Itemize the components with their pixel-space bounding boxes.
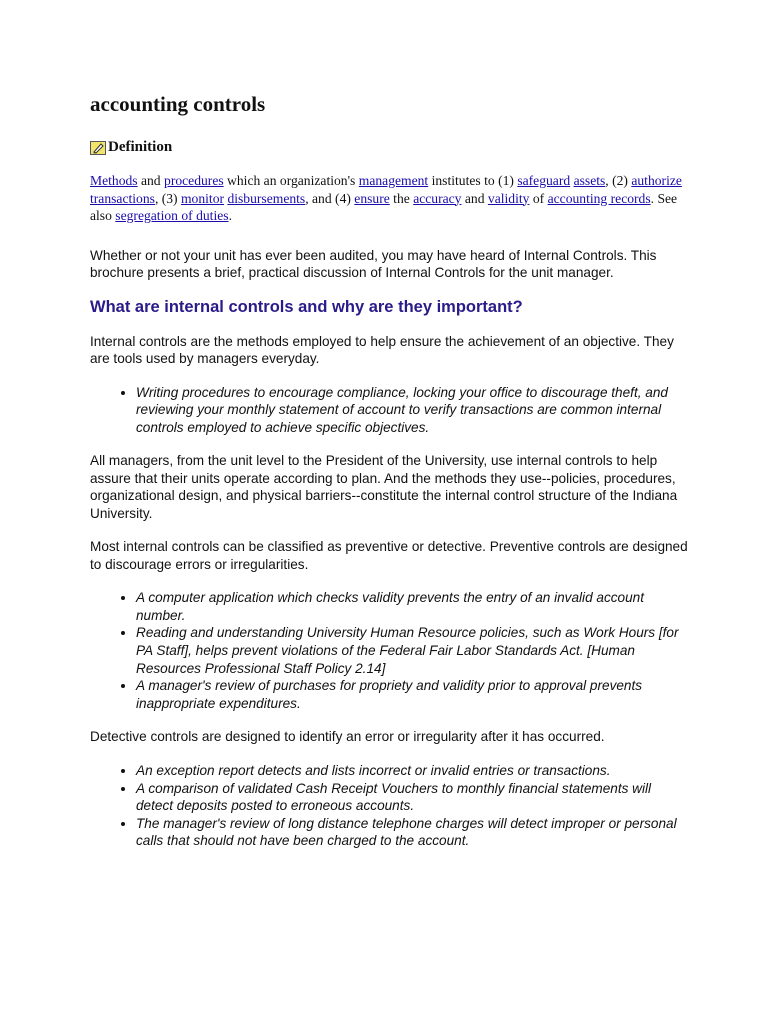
definition-text-segment: the [389, 190, 414, 206]
paragraph-managers: All managers, from the unit level to the President of the University, use internal controls to help assure that their units operate according to plan. And the methods they use--policies, procedures, organizational design, and physical barriers--constitute the internal control structure of the Indiana University. [90, 453, 678, 521]
definition-text-segment: of [529, 190, 548, 206]
list-item: • The manager's review of long distance telephone charges will detect improper or personal calls that should not have been charged to the account. [136, 815, 690, 850]
definition-heading [90, 139, 690, 156]
list-item: • Writing procedures to encourage compliance, locking your office to discourage theft, and reviewing your monthly statement of account to verify transactions are common internal controls employed to achieve specific objectives. [136, 384, 690, 437]
paragraph-preventive: Most internal controls can be classified as preventive or detective. Preventive controls are designed to discourage errors or irregularities. [90, 539, 688, 572]
intro-paragraph: Whether or not your unit has ever been audited, you may have heard of Internal Controls. This brochure presents a brief, practical discussion of Internal Controls for the unit manager. [90, 247, 657, 280]
definition-text-segment: and [461, 190, 488, 206]
definition-link[interactable]: safeguard [517, 173, 571, 188]
list-item: • An exception report detects and lists incorrect or invalid entries or transactions. [136, 762, 690, 780]
definition-text-segment: , (3) [154, 190, 181, 206]
list-item: • Reading and understanding University Human Resource policies, such as Work Hours [for PA Staff], helps prevent violations of the Federal Fair Labor Standards Act. [Human Resources Professional Staff Policy 2.14] [136, 624, 690, 677]
definition-link[interactable]: accuracy [413, 190, 462, 206]
list-item: • A manager's review of purchases for propriety and validity prior to approval prevents inappropriate expenditures. [136, 677, 690, 712]
definition-text-segment: , and (4) [305, 190, 355, 206]
definition-text-segment: and [137, 173, 165, 188]
preventive-list [90, 589, 690, 712]
paragraph-detective: Detective controls are designed to identify an error or irregularity after it has occurred. [90, 729, 605, 745]
definition-text-segment: which an organization's [223, 173, 359, 188]
definition-text-segment: . See also [90, 190, 678, 223]
definition-link[interactable]: assets [573, 173, 606, 188]
definition-link[interactable]: accounting records [547, 190, 651, 206]
definition-link[interactable]: authorize [631, 173, 682, 188]
definition-text-segment: institutes to (1) [428, 173, 518, 188]
definition-text [90, 172, 690, 225]
list-item: • A computer application which checks validity prevents the entry of an invalid account number. [136, 589, 690, 624]
definition-link[interactable]: management [358, 173, 429, 188]
definition-link[interactable]: procedures [164, 173, 224, 188]
definition-link[interactable]: segregation of duties [115, 208, 229, 223]
paragraph-internal-controls: Internal controls are the methods employed to help ensure the achievement of an objective. They are tools used by managers everyday. [90, 333, 674, 366]
detective-list [90, 762, 690, 850]
definition-text-segment: . [228, 208, 232, 223]
definition-link[interactable]: disbursements [227, 190, 306, 206]
definition-text-segment: , (2) [605, 173, 632, 188]
definition-link[interactable]: validity [487, 190, 530, 206]
section-heading: What are internal controls and why are they important? [90, 297, 523, 316]
list-item: • A comparison of validated Cash Receipt Vouchers to monthly financial statements will detect deposits posted to erroneous accounts. [136, 780, 690, 815]
definition-link[interactable]: Methods [90, 173, 138, 188]
page-title: accounting controls [90, 92, 266, 116]
definition-link[interactable]: ensure [354, 190, 390, 206]
definition-heading-label: Definition [108, 139, 173, 155]
definition-link[interactable]: transactions [90, 190, 155, 206]
definition-note-icon [90, 141, 106, 155]
document-content [90, 92, 690, 866]
examples-list [90, 384, 690, 437]
definition-link[interactable]: monitor [180, 190, 225, 206]
